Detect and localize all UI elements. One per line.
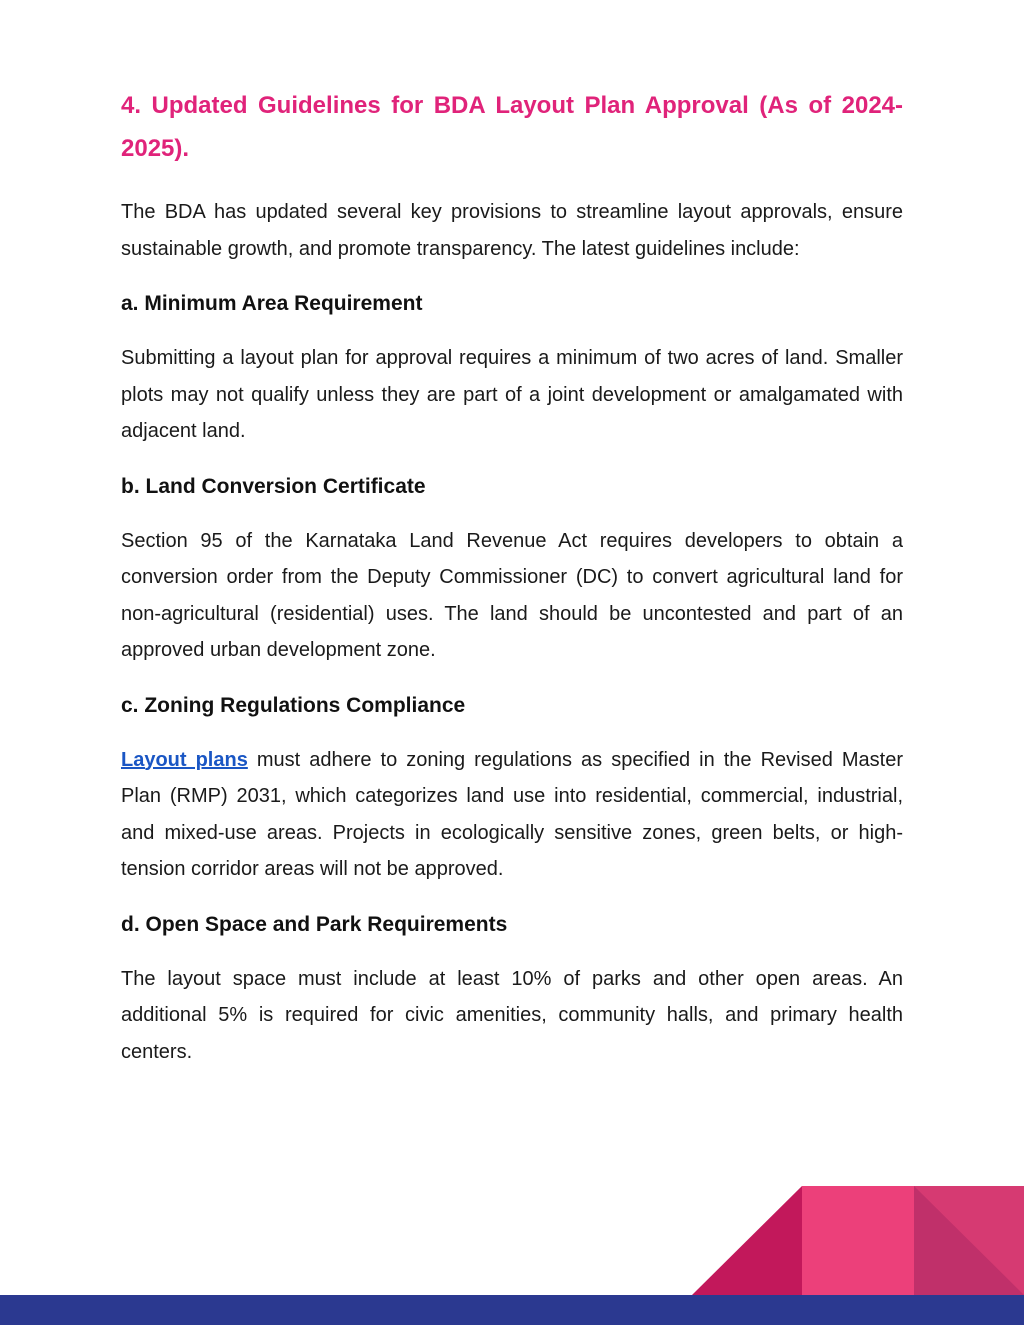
- paragraph-minimum-area: Submitting a layout plan for approval requires a minimum of two acres of land. Smaller plots may not qualify unless they are part of a joint development or amalgamated with adjacent land.: [121, 347, 903, 442]
- paragraph-zoning-compliance: [121, 742, 903, 888]
- footer-bar: [0, 1295, 1024, 1325]
- page-title: 4. Updated Guidelines for BDA Layout Plan Approval (As of 2024-2025).: [121, 92, 903, 162]
- paragraph-open-space: The layout space must include at least 10% of parks and other open areas. An additional 5% is required for civic amenities, community halls, and primary health centers.: [121, 967, 903, 1063]
- intro-paragraph: The BDA has updated several key provisions to streamline layout approvals, ensure sustainable growth, and promote transparency. The latest guidelines include:: [121, 201, 903, 260]
- paragraph-land-conversion: Section 95 of the Karnataka Land Revenue Act requires developers to obtain a conversion order from the Deputy Commissioner (DC) to convert agricultural land for non-agricultural (residential) uses. The land should be uncontested and part of an approved urban development zone.: [121, 529, 903, 661]
- zoning-paragraph-text: must adhere to zoning regulations as specified in the Revised Master Plan (RMP) 2031, which categorizes land use into residential, commercial, industrial, and mixed-use areas. Projects in ecologically sensitive zones, green belts, or high-tension corridor areas will not be approved.: [121, 748, 903, 880]
- page-content: [121, 84, 903, 1070]
- decor-right-block: [914, 1186, 1024, 1295]
- heading-minimum-area: a. Minimum Area Requirement: [121, 292, 423, 315]
- heading-zoning-compliance: c. Zoning Regulations Compliance: [121, 693, 466, 717]
- decor-pink-block: [802, 1186, 914, 1295]
- heading-land-conversion: b. Land Conversion Certificate: [121, 474, 426, 498]
- decor-crimson-triangle: [692, 1186, 802, 1295]
- heading-open-space: d. Open Space and Park Requirements: [121, 912, 508, 936]
- layout-plans-link[interactable]: Layout plans: [121, 748, 248, 771]
- decor-right-shade: [914, 1186, 1024, 1295]
